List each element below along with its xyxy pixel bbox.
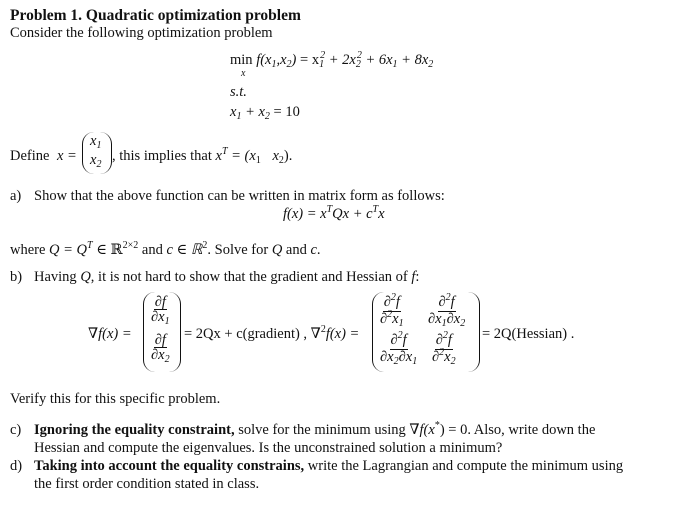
part-d-line2: the first order condition stated in class. <box>34 476 260 492</box>
hessian-matrix: $\frac{\partial^2f}{\partial^2x_1}$ $\frac{\partial^2f}{\partial x_1\partial x_2}$ $\frac{\partial^2f}{\partial x_2\partial x_1}$ $\frac{\partial^2f}{\partial^2x_2}$ <box>372 292 480 372</box>
part-c-label: c) <box>10 422 22 438</box>
gradient-rhs: = 2Qx + c(gradient) , ∇$^2$f(x) = <box>184 324 360 342</box>
constraint: $x_1 + x_2 = 10$ <box>230 104 300 122</box>
define-label: Define <box>10 148 50 164</box>
st-label: s.t. <box>230 84 247 100</box>
gradient-vector: $\frac{\partial f}{\partial x_1}$ $\frac{\partial f}{\partial x_2}$ <box>143 292 181 372</box>
part-d-text: Taking into account the equality constrains, write the Lagrangian and compute the minimum using <box>34 458 624 474</box>
hessian-rhs: = 2Q(Hessian) . <box>482 326 575 342</box>
part-b-text: Having Q, it is not hard to show that the gradient and Hessian of f: <box>34 269 420 285</box>
objective-function: $\min f(x_1,x_2) = x_1^2 + 2x_2^2 + 6x_1 + 8x_2$ <box>230 50 434 70</box>
part-c-text: Ignoring the equality constraint, solve for the minimum using ∇f(x*) = 0. Also, write down the <box>34 420 596 438</box>
part-a-label: a) <box>10 188 22 204</box>
part-a-where: where $Q = Q^T$ ∈ ℝ$^{2\times 2}$ and c ∈ ℝ$^2$. Solve for Q and c. <box>10 240 321 258</box>
part-d-label: d) <box>10 458 23 474</box>
part-a-text: Show that the above function can be written in matrix form as follows: <box>34 188 445 204</box>
part-c-line2: Hessian and compute the eigenvalues. Is the unconstrained solution a minimum? <box>34 440 503 456</box>
problem-title: Problem 1. Quadratic optimization problem <box>10 7 301 24</box>
matrix-form-formula: $f(x) = x^TQx + c^Tx$ <box>283 204 385 222</box>
verify-text: Verify this for this specific problem. <box>10 391 221 407</box>
gradient-lhs: ∇f(x) = <box>88 326 132 342</box>
intro-text: Consider the following optimization problem <box>10 25 273 41</box>
objective-under-x: x <box>241 68 246 79</box>
part-b-label: b) <box>10 269 23 285</box>
column-vector: $x_1$ $x_2$ <box>82 132 112 174</box>
define-x-eq: x = <box>57 148 77 164</box>
define-implies: , this implies that $x^T = (x_1$ $x_2$). <box>112 146 293 166</box>
